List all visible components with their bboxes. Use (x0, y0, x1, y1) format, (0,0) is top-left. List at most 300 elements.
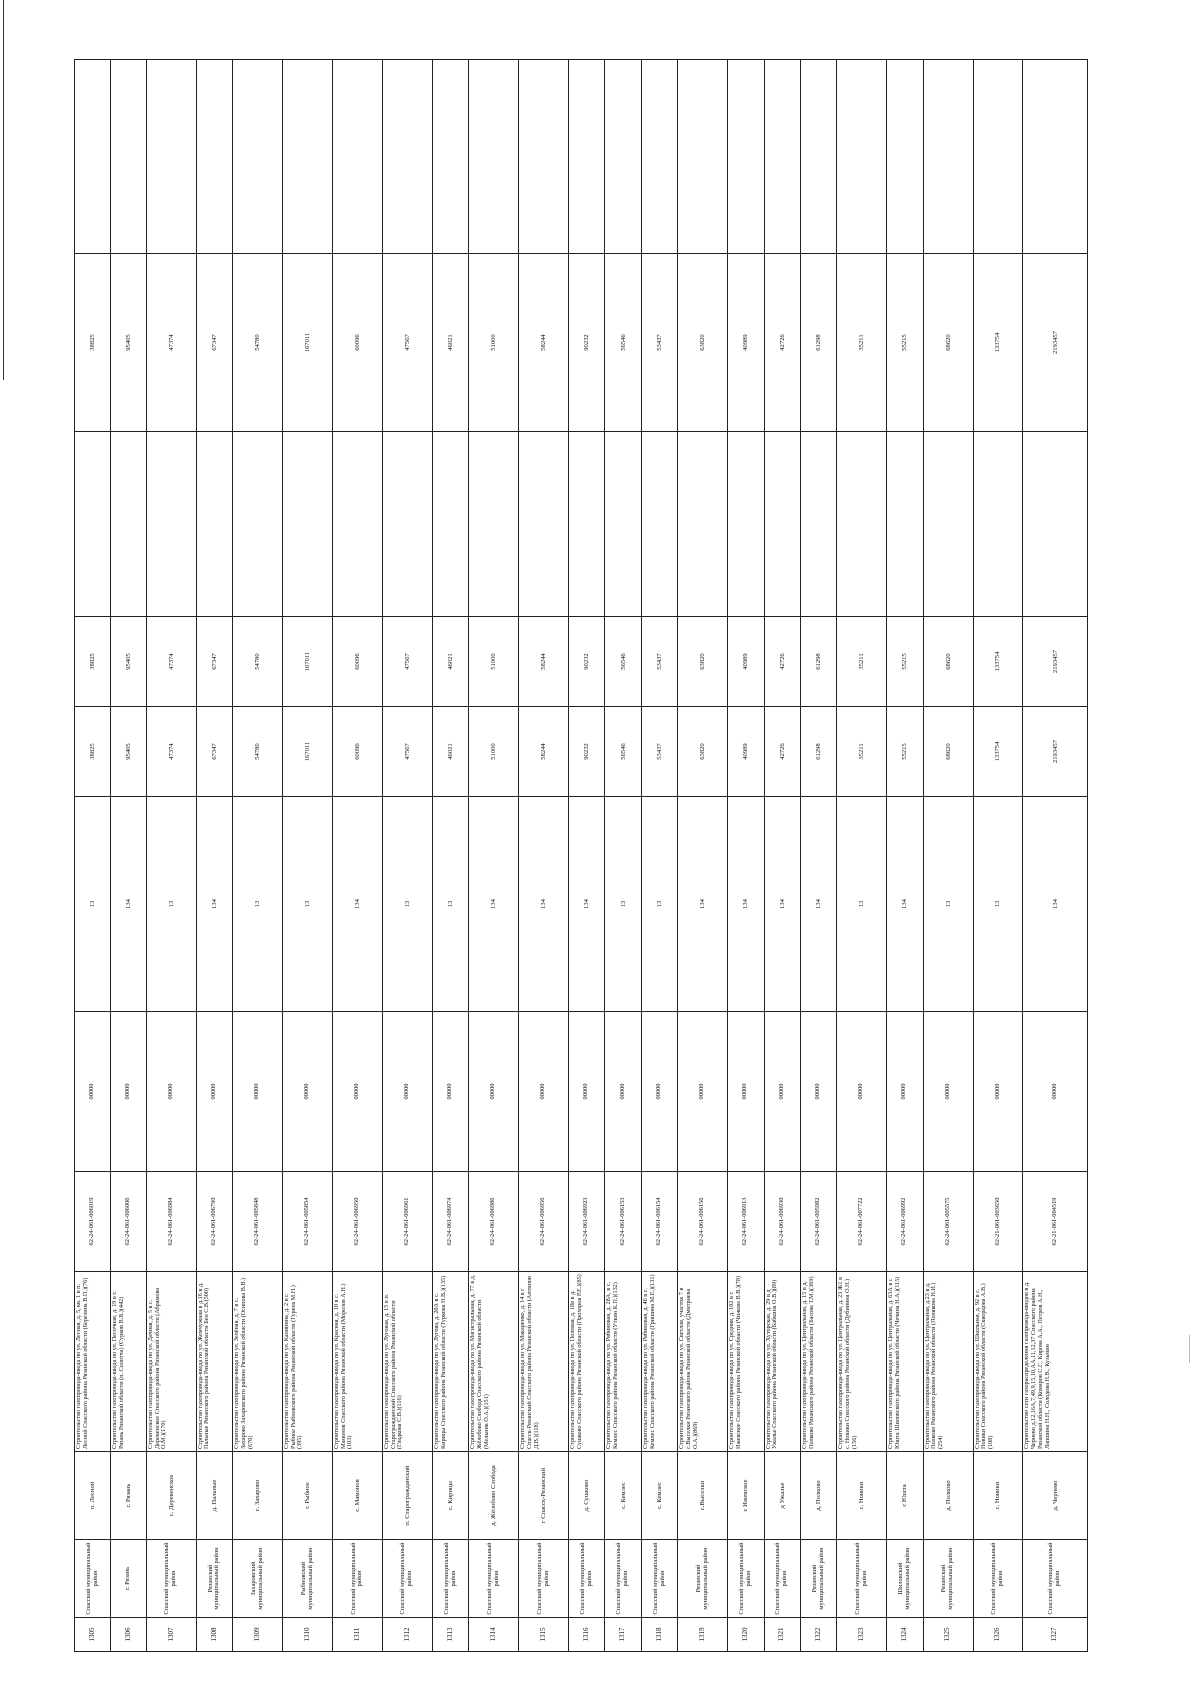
empty-cell (469, 60, 519, 254)
total-cost-cell (569, 707, 605, 797)
cost-column-3-cell (469, 432, 519, 617)
zero-code-cell-text: 00000 (993, 1083, 1001, 1100)
locality-cell (641, 1452, 677, 1540)
description-cell-text: Строительство газопровода-ввода по ул. Светлая, участок 7 в с.Выселки Рязанского района Рязанской области (Дмитриева О.А.)(869) (678, 1287, 699, 1449)
category-code-cell-text: 134 (210, 899, 218, 909)
description-cell (111, 1272, 146, 1452)
cost-column-3-cell (382, 432, 432, 617)
cadastral-number-cell (332, 1172, 382, 1272)
cost-column-4-cell (678, 254, 728, 432)
empty-cell (923, 60, 973, 254)
zero-code-cell (837, 1012, 887, 1172)
zero-code-cell (728, 1012, 764, 1172)
category-code-cell (146, 797, 196, 1012)
district-cell (837, 1540, 887, 1618)
cost-column-4-cell-text: 35211 (858, 334, 866, 351)
empty-cell (800, 60, 836, 254)
cadastral-number-cell-text: 62-24-061-007722 (857, 1197, 865, 1246)
category-code-cell-text: 134 (742, 899, 750, 909)
district-cell (196, 1540, 232, 1618)
total-cost-cell-text: 40989 (742, 743, 750, 760)
zero-code-cell (196, 1012, 232, 1172)
locality-cell (569, 1452, 605, 1540)
cost-column-4-cell-text: 51000 (490, 334, 498, 351)
row-number (678, 1618, 728, 1652)
cadastral-number-cell (923, 1172, 973, 1272)
category-code-cell (196, 797, 232, 1012)
category-code-cell-text: 13 (403, 900, 411, 908)
zero-code-cell (1023, 1012, 1088, 1172)
locality-cell (196, 1452, 232, 1540)
cost-column-4-cell-text: 68620 (944, 334, 952, 351)
cadastral-number-cell-text: 62-24-061-006019 (88, 1197, 96, 1246)
cadastral-number-cell-text: 62-24-061-006790 (209, 1197, 217, 1246)
total-cost-cell (605, 707, 641, 797)
cadastral-number-cell (887, 1172, 923, 1272)
description-cell-text: Строительство газопровода-ввода по ул. Рябиновая, д. 28А, в с. Кемлес Спасского района Рязанской области (Уткин К.П.)(132) (605, 1282, 620, 1449)
locality-cell (800, 1452, 836, 1540)
zero-code-cell-text: 00000 (352, 1083, 360, 1100)
locality-cell-text: п. Старогражданский (403, 1465, 411, 1526)
table-row (75, 60, 111, 1652)
total-cost-cell (678, 707, 728, 797)
total-cost-cell-text: 53437 (655, 743, 663, 760)
cadastral-number-cell-text: 62-21-061-003650 (993, 1197, 1001, 1246)
table-row (764, 60, 800, 1652)
locality-cell (146, 1452, 196, 1540)
district-cell (75, 1540, 111, 1618)
description-cell-text: Строительство газопровода-ввода по ул. Красная, д. 10 в с. Мамонов Спасского района Рязанской области (Морозов А.Н.)(103) (332, 1283, 354, 1449)
cost-column-4-cell (837, 254, 887, 432)
zero-code-cell (887, 1012, 923, 1172)
cost-column-2-cell-text: 2193457 (1051, 649, 1059, 674)
district-cell-text: Спасский муниципальный район (163, 1542, 178, 1615)
cost-column-4-cell-text: 90232 (583, 334, 591, 351)
row-number-text: 1322 (813, 1627, 822, 1642)
empty-cell (519, 60, 569, 254)
row-number (233, 1618, 283, 1652)
description-cell-text: Строительство газопровода-ввода по ул. Хуторская, д. 29 в д Ужалье Спасского района Рязанской области (Бабкина О.В.)(89) (764, 1279, 779, 1449)
table-row (283, 60, 333, 1652)
cost-column-2-cell (1023, 617, 1088, 707)
cost-column-3-cell (605, 432, 641, 617)
category-code-cell (111, 797, 146, 1012)
table-row (800, 60, 836, 1652)
description-cell (678, 1272, 728, 1452)
description-cell-text: Строительство газопровода-ввода по ул. Макаренко, д. 14 в г Спасск-Рязанский Спасского района Рязанской области (Антипов Д.В.)(118) (519, 1276, 540, 1449)
table-row (332, 60, 382, 1652)
district-cell-text: Спасский муниципальный район (990, 1542, 1005, 1615)
district-cell (283, 1540, 333, 1618)
district-cell-text: Спасский муниципальный район (399, 1542, 414, 1615)
category-code-cell (605, 797, 641, 1012)
cost-column-2-cell-text: 61298 (815, 653, 823, 670)
row-number (728, 1618, 764, 1652)
cost-column-2-cell (332, 617, 382, 707)
row-number (923, 1618, 973, 1652)
zero-code-cell (382, 1012, 432, 1172)
cadastral-number-cell (605, 1172, 641, 1272)
total-cost-cell-text: 60096 (353, 743, 361, 760)
row-number-text: 1316 (581, 1627, 590, 1642)
row-number (283, 1618, 333, 1652)
category-code-cell (519, 797, 569, 1012)
row-number-text: 1323 (857, 1627, 866, 1642)
district-cell-text: Рязанский муниципальный район (694, 1547, 709, 1610)
cost-column-2-cell-text: 68620 (944, 653, 952, 670)
category-code-cell (887, 797, 923, 1012)
cost-column-3-cell (923, 432, 973, 617)
category-code-cell-text: 13 (944, 900, 952, 908)
empty-cell (641, 60, 677, 254)
cost-column-2-cell (728, 617, 764, 707)
total-cost-cell-text: 61298 (815, 743, 823, 760)
cadastral-number-cell-text: 62-21-061-004519 (1050, 1197, 1058, 1246)
district-cell (146, 1540, 196, 1618)
cost-column-4-cell-text: 55215 (901, 334, 909, 351)
cost-column-4-cell (800, 254, 836, 432)
total-cost-cell (887, 707, 923, 797)
total-cost-cell (196, 707, 232, 797)
district-cell-text: Спасский муниципальный район (737, 1542, 752, 1615)
total-cost-cell-text: 56546 (619, 743, 627, 760)
zero-code-cell-text: 00000 (900, 1083, 908, 1100)
row-number-text: 1308 (209, 1627, 218, 1642)
cadastral-number-cell-text: 62-24-061-006930 (777, 1197, 785, 1246)
locality-cell (678, 1452, 728, 1540)
table-row (111, 60, 146, 1652)
total-cost-cell (75, 707, 111, 797)
row-number (837, 1618, 887, 1652)
category-code-cell-text: 134 (815, 899, 823, 909)
description-cell (605, 1272, 641, 1452)
row-number (469, 1618, 519, 1652)
zero-code-cell (641, 1012, 677, 1172)
total-cost-cell-text: 42726 (778, 743, 786, 760)
row-number-text: 1320 (741, 1627, 750, 1642)
cost-column-2-cell (75, 617, 111, 707)
cost-column-2-cell (800, 617, 836, 707)
table-row (196, 60, 232, 1652)
description-cell (887, 1272, 923, 1452)
cost-column-2-cell-text: 167011 (303, 651, 311, 672)
cadastral-number-cell-text: 62-24-061-005982 (814, 1197, 822, 1246)
category-code-cell-text: 13 (619, 900, 627, 908)
scan-left-edge (3, 0, 4, 380)
category-code-cell (728, 797, 764, 1012)
description-cell (800, 1272, 836, 1452)
empty-cell (973, 60, 1023, 254)
category-code-cell-text: 13 (303, 900, 311, 908)
zero-code-cell-text: 00000 (303, 1083, 311, 1100)
empty-cell (1023, 60, 1088, 254)
district-cell (641, 1540, 677, 1618)
description-cell (146, 1272, 196, 1452)
zero-code-cell-text: 00000 (698, 1083, 706, 1100)
empty-cell (283, 60, 333, 254)
description-cell (283, 1272, 333, 1452)
district-cell-text: Рязанский муниципальный район (940, 1547, 955, 1610)
category-code-cell-text: 13 (446, 900, 454, 908)
empty-cell (728, 60, 764, 254)
cost-column-2-cell (519, 617, 569, 707)
locality-cell (887, 1452, 923, 1540)
cost-column-3-cell (837, 432, 887, 617)
cost-column-2-cell (641, 617, 677, 707)
locality-cell-text: с. Новики (994, 1481, 1002, 1510)
cost-column-2-cell (678, 617, 728, 707)
total-cost-cell-text: 68620 (944, 743, 952, 760)
row-number-text: 1321 (777, 1627, 786, 1642)
description-cell-text: Строительство газопровода-ввода по ул. Средняя, д. 102 в с Ижевское Спасского района Рязанской области (Чижова В.В.)(78) (728, 1275, 742, 1449)
row-number-text: 1324 (900, 1627, 909, 1642)
category-code-cell (432, 797, 468, 1012)
description-cell-text: Строительство сети газораспределения газопровода-вводов в д. Чернево д.12,16А,7,49,9,15,10,АА,11,12,37 Спасского района Рязанской области (Комаров С.Г., Кирова А.А., Петров А.Н., Лапшина Н.Н., Солодова Н.В., Кузьмин (1023, 1281, 1051, 1449)
cost-column-2-cell (764, 617, 800, 707)
cadastral-number-cell-text: 62-24-061-006156 (698, 1197, 706, 1246)
zero-code-cell (146, 1012, 196, 1172)
district-cell (1023, 1540, 1088, 1618)
cost-column-4-cell (641, 254, 677, 432)
locality-cell (923, 1452, 973, 1540)
cadastral-number-cell-text: 62-24-061-006913 (741, 1197, 749, 1246)
cadastral-number-cell (837, 1172, 887, 1272)
cost-column-2-cell-text: 47374 (167, 653, 175, 670)
description-cell-text: Строительство газопровода-ввода по ул. Школьная, д. 92 в с. Новики Спасского района Рязанской области (Скворцова А.В.)(108) (973, 1283, 994, 1449)
cost-column-4-cell (887, 254, 923, 432)
row-number (887, 1618, 923, 1652)
total-cost-cell (283, 707, 333, 797)
cost-column-4-cell-text: 47374 (167, 334, 175, 351)
description-cell (569, 1272, 605, 1452)
cost-column-3-cell (283, 432, 333, 617)
description-cell-text: Строительство газопровода-ввода по ул. Центральная, д. 15 в д. Полково Рязанского района Рязанской области (Басова Т.М.)(369) (800, 1276, 815, 1449)
row-number (432, 1618, 468, 1652)
total-cost-cell (923, 707, 973, 797)
cost-column-4-cell (233, 254, 283, 432)
description-cell-text: Строительство газопровода-ввода по ул. Полевая, д. 18в в д. Сушково Спасского района Рязанской области (Прохоров Р.Е.)(85) (569, 1274, 583, 1449)
category-code-cell-text: 134 (901, 899, 909, 909)
row-number-text: 1317 (618, 1627, 627, 1642)
cost-column-4-cell-text: 58244 (540, 334, 548, 351)
category-code-cell (923, 797, 973, 1012)
row-number-text: 1312 (402, 1627, 411, 1642)
locality-cell (233, 1452, 283, 1540)
cadastral-number-cell (196, 1172, 232, 1272)
description-cell (469, 1272, 519, 1452)
zero-code-cell (605, 1012, 641, 1172)
description-cell-text: Строительство газопровода-ввода по ул. Центральная, д.23 в д. Полково Рязанского района Рязанской области (Полякова Н.И.)(254) (923, 1282, 945, 1449)
cost-column-3-cell (887, 432, 923, 617)
cost-column-2-cell (283, 617, 333, 707)
locality-cell-text: с. Кемлес (619, 1482, 627, 1509)
zero-code-cell-text: 00000 (124, 1083, 132, 1100)
cadastral-number-cell-text: 62-24-061-006950 (352, 1197, 360, 1246)
row-number (800, 1618, 836, 1652)
cost-column-3-cell (196, 432, 232, 617)
cost-column-4-cell (1023, 254, 1088, 432)
total-cost-cell (764, 707, 800, 797)
cadastral-number-cell-text: 62-24-061-006992 (900, 1197, 908, 1246)
locality-cell (1023, 1452, 1088, 1540)
zero-code-cell (432, 1012, 468, 1172)
locality-cell (283, 1452, 333, 1540)
empty-cell (837, 60, 887, 254)
district-cell-text: Спасский муниципальный район (774, 1542, 789, 1615)
empty-cell (432, 60, 468, 254)
category-code-cell-text: 134 (490, 899, 498, 909)
locality-cell-text: д Ужалье (778, 1482, 786, 1509)
description-cell (764, 1272, 800, 1452)
empty-cell (75, 60, 111, 254)
zero-code-cell-text: 00000 (166, 1083, 174, 1100)
description-cell (332, 1272, 382, 1452)
table-row (887, 60, 923, 1652)
row-number-text: 1305 (87, 1627, 96, 1642)
district-cell-text: Спасский муниципальный район (349, 1542, 364, 1615)
cadastral-number-cell-text: 62-24-061-005854 (303, 1197, 311, 1246)
total-cost-cell (837, 707, 887, 797)
locality-cell (605, 1452, 641, 1540)
empty-cell (569, 60, 605, 254)
cadastral-number-cell-text: 62-24-061-006974 (446, 1197, 454, 1246)
locality-cell (469, 1452, 519, 1540)
cost-column-4-cell-text: 54780 (254, 334, 262, 351)
locality-cell-text: с Ижевское (742, 1479, 750, 1512)
row-number-text: 1311 (352, 1627, 361, 1642)
zero-code-cell-text: 00000 (618, 1083, 626, 1100)
locality-cell (519, 1452, 569, 1540)
total-cost-cell-text: 38825 (89, 743, 97, 760)
description-cell-text: Строительство газопровода-ввода по ул. Дачная, д. 5 в с. Деревенское Спасского района Рязанской области (Абрамова О.М.)(170) (146, 1287, 168, 1449)
cost-column-2-cell (469, 617, 519, 707)
cost-column-3-cell (800, 432, 836, 617)
empty-cell (764, 60, 800, 254)
total-cost-cell (233, 707, 283, 797)
zero-code-cell-text: 00000 (777, 1083, 785, 1100)
category-code-cell (837, 797, 887, 1012)
description-cell (641, 1272, 677, 1452)
cost-column-2-cell (887, 617, 923, 707)
cost-column-2-cell (382, 617, 432, 707)
total-cost-cell-text: 47567 (403, 743, 411, 760)
cost-column-3-cell (146, 432, 196, 617)
cost-column-4-cell-text: 61298 (815, 334, 823, 351)
gas-pipeline-table (74, 59, 1088, 1652)
locality-cell-text: с. Деревенское (167, 1474, 175, 1517)
table-row (837, 60, 887, 1652)
row-number (196, 1618, 232, 1652)
total-cost-cell (146, 707, 196, 797)
zero-code-cell (469, 1012, 519, 1172)
district-cell (569, 1540, 605, 1618)
locality-cell-text: с. Новики (858, 1481, 866, 1510)
cost-column-4-cell-text: 67347 (210, 334, 218, 351)
category-code-cell-text: 13 (994, 900, 1002, 908)
cost-column-2-cell-text: 38825 (89, 653, 97, 670)
locality-cell-text: г. Рязань (125, 1483, 133, 1508)
cadastral-number-cell (569, 1172, 605, 1272)
category-code-cell-text: 134 (353, 899, 361, 909)
row-number-text: 1307 (166, 1627, 175, 1642)
table-row (233, 60, 283, 1652)
cost-column-4-cell-text: 38825 (89, 334, 97, 351)
row-number (75, 1618, 111, 1652)
zero-code-cell-text: 00000 (88, 1083, 96, 1100)
cost-column-2-cell-text: 56546 (619, 653, 627, 670)
row-number (569, 1618, 605, 1652)
locality-cell (432, 1452, 468, 1540)
cost-column-4-cell-text: 47567 (403, 334, 411, 351)
category-code-cell (973, 797, 1023, 1012)
cost-column-4-cell-text: 60096 (353, 334, 361, 351)
total-cost-cell-text: 63820 (699, 743, 707, 760)
row-number-text: 1318 (654, 1627, 663, 1642)
district-cell (469, 1540, 519, 1618)
district-cell (764, 1540, 800, 1618)
cost-column-4-cell (569, 254, 605, 432)
cost-column-4-cell (728, 254, 764, 432)
table-row (605, 60, 641, 1652)
cost-column-4-cell-text: 46021 (446, 334, 454, 351)
total-cost-cell (432, 707, 468, 797)
cost-column-3-cell (233, 432, 283, 617)
cost-column-3-cell (678, 432, 728, 617)
empty-cell (382, 60, 432, 254)
zero-code-cell (678, 1012, 728, 1172)
description-cell (837, 1272, 887, 1452)
cadastral-number-cell (146, 1172, 196, 1272)
row-number (605, 1618, 641, 1652)
locality-cell-text: д. Сушково (583, 1479, 591, 1512)
district-cell-text: Рыбновский муниципальный район (299, 1547, 314, 1610)
cost-column-3-cell (569, 432, 605, 617)
cost-column-4-cell (146, 254, 196, 432)
table-row (678, 60, 728, 1652)
district-cell (605, 1540, 641, 1618)
cadastral-number-cell (1023, 1172, 1088, 1272)
category-code-cell-text: 134 (699, 899, 707, 909)
locality-cell (837, 1452, 887, 1540)
locality-cell-text: с Юшта (901, 1484, 909, 1507)
row-number (764, 1618, 800, 1652)
locality-cell-text: с. Кирицы (446, 1481, 454, 1510)
district-cell-text: Спасский муниципальный район (442, 1542, 457, 1615)
row-number-text: 1319 (697, 1627, 706, 1642)
description-cell (923, 1272, 973, 1452)
cost-column-4-cell (332, 254, 382, 432)
cost-column-4-cell-text: 2193457 (1051, 330, 1059, 355)
cadastral-number-cell (432, 1172, 468, 1272)
zero-code-cell-text: 00000 (446, 1083, 454, 1100)
category-code-cell (678, 797, 728, 1012)
zero-code-cell-text: 00000 (1050, 1083, 1058, 1100)
locality-cell (332, 1452, 382, 1540)
row-number (973, 1618, 1023, 1652)
zero-code-cell-text: 00000 (402, 1083, 410, 1100)
category-code-cell-text: 134 (583, 899, 591, 909)
empty-cell (678, 60, 728, 254)
cost-column-2-cell (233, 617, 283, 707)
empty-cell (332, 60, 382, 254)
locality-cell-text: д. Чернево (1051, 1480, 1059, 1511)
total-cost-cell-text: 67347 (210, 743, 218, 760)
zero-code-cell-text: 00000 (741, 1083, 749, 1100)
cost-column-2-cell-text: 95405 (125, 653, 133, 670)
cost-column-4-cell-text: 40989 (742, 334, 750, 351)
description-cell-text: Строительство газопровода-ввода по ул. Центральная, д. 23 Ж1 в с. Новики Спасского района Рязанской области (Дубинина О.Н.)(156) (837, 1277, 858, 1449)
locality-cell-text: г. Рыбное (303, 1482, 311, 1509)
